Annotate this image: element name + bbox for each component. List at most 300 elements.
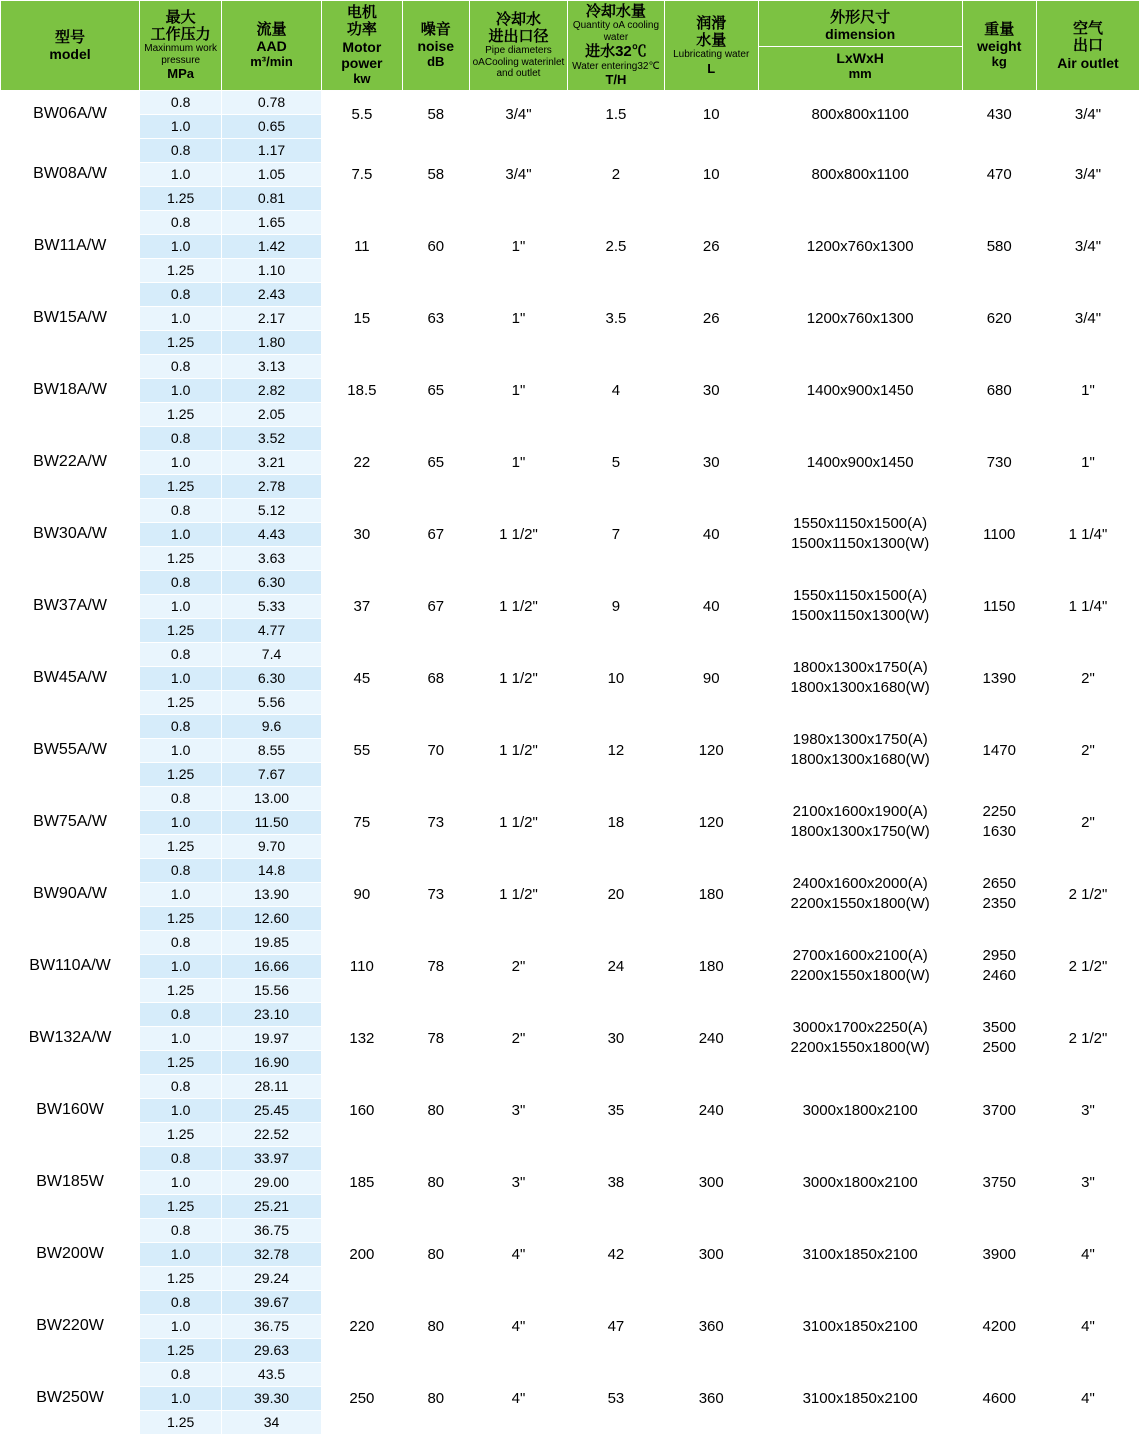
header-weight <box>962 1 1036 91</box>
table-row <box>1 210 1140 234</box>
cell-pressure: 1.0 <box>140 1170 222 1194</box>
table-row <box>1 138 1140 162</box>
cell-noise: 58 <box>402 138 469 210</box>
cell-pressure: 1.25 <box>140 1050 222 1074</box>
cell-air-outlet: 2" <box>1036 714 1139 786</box>
table-row <box>1 930 1140 954</box>
cell-cooling-water: 5 <box>568 426 664 498</box>
cell-air-outlet: 3/4" <box>1036 138 1139 210</box>
cell-air-outlet: 1 1/4" <box>1036 570 1139 642</box>
header-dimension-en: dimension <box>825 26 896 43</box>
cell-pipe-diameter: 4" <box>469 1362 568 1434</box>
header-pressure <box>140 1 222 91</box>
header-dimension <box>758 1 962 91</box>
cell-pipe-diameter: 3/4" <box>469 138 568 210</box>
cell-pressure: 1.25 <box>140 1194 222 1218</box>
cell-pressure: 1.0 <box>140 378 222 402</box>
cell-lubricating-water: 300 <box>664 1146 758 1218</box>
cell-flow: 3.63 <box>222 546 322 570</box>
cell-weight: 620 <box>962 282 1036 354</box>
cell-pressure: 1.25 <box>140 1122 222 1146</box>
cell-flow: 4.43 <box>222 522 322 546</box>
cell-pipe-diameter: 3/4" <box>469 90 568 138</box>
cell-pressure: 1.25 <box>140 546 222 570</box>
cell-lubricating-water: 40 <box>664 498 758 570</box>
cell-flow: 16.90 <box>222 1050 322 1074</box>
cell-noise: 80 <box>402 1362 469 1434</box>
cell-model: BW220W <box>1 1290 140 1362</box>
cell-air-outlet: 1" <box>1036 426 1139 498</box>
cell-lubricating-water: 30 <box>664 354 758 426</box>
cell-flow: 29.63 <box>222 1338 322 1362</box>
cell-motor-power: 132 <box>321 1002 402 1074</box>
cell-dimension: 800x800x1100 <box>758 90 962 138</box>
cell-flow: 1.10 <box>222 258 322 282</box>
cell-pressure: 1.25 <box>140 1338 222 1362</box>
header-cooling-unit: T/H <box>605 72 627 87</box>
cell-noise: 73 <box>402 786 469 858</box>
cell-motor-power: 55 <box>321 714 402 786</box>
cell-flow: 28.11 <box>222 1074 322 1098</box>
cell-flow: 9.70 <box>222 834 322 858</box>
cell-weight: 2950 2460 <box>962 930 1036 1002</box>
cell-model: BW45A/W <box>1 642 140 714</box>
cell-noise: 78 <box>402 1002 469 1074</box>
cell-pipe-diameter: 1" <box>469 210 568 282</box>
header-dimension-bottom <box>759 47 962 85</box>
cell-cooling-water: 7 <box>568 498 664 570</box>
table-row <box>1 1146 1140 1170</box>
cell-dimension: 1800x1300x1750(A) 1800x1300x1680(W) <box>758 642 962 714</box>
cell-noise: 65 <box>402 354 469 426</box>
cell-weight: 3700 <box>962 1074 1036 1146</box>
cell-pressure: 1.25 <box>140 258 222 282</box>
cell-flow: 4.77 <box>222 618 322 642</box>
cell-lubricating-water: 360 <box>664 1362 758 1434</box>
cell-flow: 29.00 <box>222 1170 322 1194</box>
cell-weight: 2250 1630 <box>962 786 1036 858</box>
cell-noise: 73 <box>402 858 469 930</box>
cell-pressure: 1.25 <box>140 690 222 714</box>
cell-cooling-water: 35 <box>568 1074 664 1146</box>
cell-flow: 2.17 <box>222 306 322 330</box>
cell-cooling-water: 9 <box>568 570 664 642</box>
header-dimension-sub: LxWxH <box>836 50 884 67</box>
cell-dimension: 1200x760x1300 <box>758 282 962 354</box>
cell-pressure: 1.0 <box>140 1314 222 1338</box>
header-flow-en: AAD <box>256 38 287 55</box>
cell-cooling-water: 2 <box>568 138 664 210</box>
cell-pipe-diameter: 4" <box>469 1290 568 1362</box>
cell-weight: 1100 <box>962 498 1036 570</box>
header-noise-unit: dB <box>427 54 445 70</box>
table-row <box>1 1074 1140 1098</box>
cell-flow: 39.30 <box>222 1386 322 1410</box>
cell-noise: 58 <box>402 90 469 138</box>
cell-noise: 78 <box>402 930 469 1002</box>
cell-air-outlet: 4" <box>1036 1290 1139 1362</box>
cell-pipe-diameter: 3" <box>469 1146 568 1218</box>
cell-pipe-diameter: 1" <box>469 426 568 498</box>
cell-flow: 25.45 <box>222 1098 322 1122</box>
cell-cooling-water: 2.5 <box>568 210 664 282</box>
cell-flow: 39.67 <box>222 1290 322 1314</box>
cell-cooling-water: 30 <box>568 1002 664 1074</box>
header-lubricating-unit: L <box>707 60 716 76</box>
cell-pipe-diameter: 1 1/2" <box>469 642 568 714</box>
cell-motor-power: 18.5 <box>321 354 402 426</box>
cell-flow: 13.90 <box>222 882 322 906</box>
cell-flow: 5.56 <box>222 690 322 714</box>
cell-motor-power: 185 <box>321 1146 402 1218</box>
cell-motor-power: 90 <box>321 858 402 930</box>
header-airoutlet-cn1: 空气 <box>1072 20 1103 38</box>
cell-air-outlet: 4" <box>1036 1362 1139 1434</box>
cell-lubricating-water: 26 <box>664 210 758 282</box>
cell-lubricating-water: 180 <box>664 930 758 1002</box>
cell-pressure: 1.25 <box>140 978 222 1002</box>
cell-model: BW22A/W <box>1 426 140 498</box>
cell-lubricating-water: 26 <box>664 282 758 354</box>
table-row <box>1 498 1140 522</box>
cell-pressure: 0.8 <box>140 714 222 738</box>
cell-weight: 4600 <box>962 1362 1036 1434</box>
cell-weight: 3500 2500 <box>962 1002 1036 1074</box>
cell-lubricating-water: 90 <box>664 642 758 714</box>
header-noise-cn: 噪音 <box>420 20 451 38</box>
cell-model: BW55A/W <box>1 714 140 786</box>
cell-motor-power: 30 <box>321 498 402 570</box>
cell-weight: 1150 <box>962 570 1036 642</box>
cell-pressure: 0.8 <box>140 90 222 114</box>
header-cooling-cn: 冷却水量 <box>585 3 646 20</box>
cell-pressure: 1.0 <box>140 306 222 330</box>
cell-motor-power: 250 <box>321 1362 402 1434</box>
cell-pressure: 1.25 <box>140 834 222 858</box>
cell-pressure: 0.8 <box>140 426 222 450</box>
cell-dimension: 1400x900x1450 <box>758 426 962 498</box>
table-row <box>1 426 1140 450</box>
cell-pipe-diameter: 4" <box>469 1218 568 1290</box>
cell-pressure: 0.8 <box>140 1002 222 1026</box>
cell-pressure: 0.8 <box>140 282 222 306</box>
cell-pipe-diameter: 1 1/2" <box>469 570 568 642</box>
cell-motor-power: 220 <box>321 1290 402 1362</box>
cell-model: BW90A/W <box>1 858 140 930</box>
cell-pipe-diameter: 1 1/2" <box>469 786 568 858</box>
cell-pressure: 1.25 <box>140 618 222 642</box>
cell-pressure: 0.8 <box>140 1074 222 1098</box>
header-cooling-en: Quantity oA cooling water <box>572 20 660 43</box>
cell-flow: 2.78 <box>222 474 322 498</box>
cell-cooling-water: 3.5 <box>568 282 664 354</box>
cell-flow: 5.12 <box>222 498 322 522</box>
cell-pressure: 1.25 <box>140 330 222 354</box>
cell-flow: 29.24 <box>222 1266 322 1290</box>
cell-weight: 680 <box>962 354 1036 426</box>
cell-motor-power: 75 <box>321 786 402 858</box>
cell-flow: 7.4 <box>222 642 322 666</box>
header-model <box>1 1 140 91</box>
table-row <box>1 1002 1140 1026</box>
cell-noise: 67 <box>402 498 469 570</box>
cell-dimension: 3100x1850x2100 <box>758 1218 962 1290</box>
cell-flow: 11.50 <box>222 810 322 834</box>
header-lubricating-cn1: 润滑 <box>696 14 727 32</box>
cell-air-outlet: 2 1/2" <box>1036 930 1139 1002</box>
cell-air-outlet: 1 1/4" <box>1036 498 1139 570</box>
cell-flow: 19.85 <box>222 930 322 954</box>
table-row <box>1 1218 1140 1242</box>
cell-cooling-water: 4 <box>568 354 664 426</box>
cell-noise: 63 <box>402 282 469 354</box>
cell-flow: 1.65 <box>222 210 322 234</box>
cell-noise: 65 <box>402 426 469 498</box>
table-body <box>1 90 1140 1434</box>
cell-pressure: 0.8 <box>140 210 222 234</box>
cell-weight: 3900 <box>962 1218 1036 1290</box>
header-cooling-cn2: 进水32℃ <box>585 43 647 61</box>
cell-dimension: 3100x1850x2100 <box>758 1290 962 1362</box>
cell-model: BW06A/W <box>1 90 140 138</box>
header-noise <box>402 1 469 91</box>
cell-cooling-water: 18 <box>568 786 664 858</box>
cell-flow: 1.80 <box>222 330 322 354</box>
cell-model: BW250W <box>1 1362 140 1434</box>
cell-motor-power: 22 <box>321 426 402 498</box>
cell-dimension: 1200x760x1300 <box>758 210 962 282</box>
cell-dimension: 1550x1150x1500(A) 1500x1150x1300(W) <box>758 570 962 642</box>
cell-flow: 33.97 <box>222 1146 322 1170</box>
cell-air-outlet: 3/4" <box>1036 282 1139 354</box>
cell-flow: 14.8 <box>222 858 322 882</box>
table-row <box>1 642 1140 666</box>
header-lubricating-en: Lubricating water <box>673 49 750 60</box>
cell-model: BW11A/W <box>1 210 140 282</box>
header-motor-cn1: 电机 <box>346 4 377 22</box>
cell-motor-power: 45 <box>321 642 402 714</box>
cell-flow: 5.33 <box>222 594 322 618</box>
cell-flow: 36.75 <box>222 1314 322 1338</box>
cell-flow: 1.42 <box>222 234 322 258</box>
cell-pressure: 0.8 <box>140 930 222 954</box>
cell-pressure: 0.8 <box>140 570 222 594</box>
cell-pressure: 0.8 <box>140 1146 222 1170</box>
cell-dimension: 3000x1700x2250(A) 2200x1550x1800(W) <box>758 1002 962 1074</box>
cell-pipe-diameter: 1 1/2" <box>469 858 568 930</box>
cell-flow: 19.97 <box>222 1026 322 1050</box>
cell-pressure: 1.0 <box>140 738 222 762</box>
header-lubricating-water <box>664 1 758 91</box>
cell-air-outlet: 2 1/2" <box>1036 1002 1139 1074</box>
cell-lubricating-water: 120 <box>664 786 758 858</box>
header-cooling-water <box>568 1 664 91</box>
cell-pipe-diameter: 1" <box>469 354 568 426</box>
cell-weight: 2650 2350 <box>962 858 1036 930</box>
cell-lubricating-water: 180 <box>664 858 758 930</box>
cell-air-outlet: 3" <box>1036 1146 1139 1218</box>
cell-lubricating-water: 360 <box>664 1290 758 1362</box>
header-flow-unit: m³/min <box>250 54 293 70</box>
header-pipe-en: Pipe diameters oACooling waterinlet and outlet <box>472 45 565 80</box>
table-row <box>1 858 1140 882</box>
cell-pressure: 1.0 <box>140 450 222 474</box>
cell-flow: 8.55 <box>222 738 322 762</box>
header-flow <box>222 1 322 91</box>
cell-noise: 67 <box>402 570 469 642</box>
cell-pressure: 0.8 <box>140 354 222 378</box>
header-cooling-en2: Water entering32℃ <box>572 60 660 72</box>
table-row <box>1 1290 1140 1314</box>
cell-air-outlet: 4" <box>1036 1218 1139 1290</box>
cell-flow: 25.21 <box>222 1194 322 1218</box>
cell-motor-power: 15 <box>321 282 402 354</box>
header-weight-unit: kg <box>991 54 1007 70</box>
cell-pipe-diameter: 2" <box>469 1002 568 1074</box>
header-dimension-unit: mm <box>848 66 872 82</box>
cell-flow: 32.78 <box>222 1242 322 1266</box>
cell-dimension: 1980x1300x1750(A) 1800x1300x1680(W) <box>758 714 962 786</box>
cell-noise: 80 <box>402 1074 469 1146</box>
cell-pressure: 1.25 <box>140 1410 222 1434</box>
header-dimension-top <box>759 6 962 47</box>
cell-lubricating-water: 30 <box>664 426 758 498</box>
cell-model: BW18A/W <box>1 354 140 426</box>
cell-flow: 36.75 <box>222 1218 322 1242</box>
cell-pipe-diameter: 1 1/2" <box>469 714 568 786</box>
cell-pipe-diameter: 1 1/2" <box>469 498 568 570</box>
table-row <box>1 282 1140 306</box>
header-motor <box>321 1 402 91</box>
cell-flow: 9.6 <box>222 714 322 738</box>
cell-pressure: 1.25 <box>140 762 222 786</box>
cell-pressure: 1.0 <box>140 954 222 978</box>
table-header <box>1 1 1140 91</box>
header-pressure-unit: MPa <box>167 66 194 82</box>
cell-motor-power: 37 <box>321 570 402 642</box>
cell-pressure: 1.0 <box>140 522 222 546</box>
cell-motor-power: 11 <box>321 210 402 282</box>
cell-flow: 15.56 <box>222 978 322 1002</box>
cell-pressure: 1.25 <box>140 906 222 930</box>
header-airoutlet-cn2: 出口 <box>1072 37 1103 55</box>
cell-dimension: 800x800x1100 <box>758 138 962 210</box>
cell-pressure: 0.8 <box>140 642 222 666</box>
cell-flow: 3.13 <box>222 354 322 378</box>
header-noise-en: noise <box>417 38 455 55</box>
cell-dimension: 2700x1600x2100(A) 2200x1550x1800(W) <box>758 930 962 1002</box>
cell-model: BW160W <box>1 1074 140 1146</box>
cell-pressure: 0.8 <box>140 1218 222 1242</box>
cell-flow: 34 <box>222 1410 322 1434</box>
cell-dimension: 1400x900x1450 <box>758 354 962 426</box>
cell-pressure: 1.0 <box>140 594 222 618</box>
cell-motor-power: 160 <box>321 1074 402 1146</box>
cell-noise: 80 <box>402 1218 469 1290</box>
cell-flow: 3.21 <box>222 450 322 474</box>
cell-pressure: 0.8 <box>140 498 222 522</box>
cell-cooling-water: 42 <box>568 1218 664 1290</box>
cell-weight: 4200 <box>962 1290 1036 1362</box>
cell-pressure: 1.0 <box>140 1386 222 1410</box>
cell-dimension: 3100x1850x2100 <box>758 1362 962 1434</box>
cell-noise: 70 <box>402 714 469 786</box>
cell-flow: 0.78 <box>222 90 322 114</box>
table-row <box>1 570 1140 594</box>
header-flow-cn: 流量 <box>256 20 287 38</box>
cell-flow: 12.60 <box>222 906 322 930</box>
cell-flow: 13.00 <box>222 786 322 810</box>
cell-flow: 1.17 <box>222 138 322 162</box>
cell-cooling-water: 24 <box>568 930 664 1002</box>
cell-air-outlet: 1" <box>1036 354 1139 426</box>
cell-pressure: 0.8 <box>140 858 222 882</box>
header-motor-unit: kw <box>353 70 371 86</box>
cell-pressure: 1.0 <box>140 1098 222 1122</box>
cell-pressure: 1.25 <box>140 186 222 210</box>
cell-weight: 580 <box>962 210 1036 282</box>
cell-weight: 1470 <box>962 714 1036 786</box>
cell-cooling-water: 53 <box>568 1362 664 1434</box>
cell-lubricating-water: 240 <box>664 1002 758 1074</box>
header-air-outlet <box>1036 1 1139 91</box>
cell-cooling-water: 10 <box>568 642 664 714</box>
header-pressure-en: Maxinmum work pressure <box>144 43 218 66</box>
cell-motor-power: 200 <box>321 1218 402 1290</box>
cell-pressure: 1.25 <box>140 1266 222 1290</box>
cell-pressure: 0.8 <box>140 1362 222 1386</box>
cell-model: BW185W <box>1 1146 140 1218</box>
header-dimension-cn: 外形尺寸 <box>830 8 891 26</box>
cell-weight: 430 <box>962 90 1036 138</box>
cell-dimension: 2400x1600x2000(A) 2200x1550x1800(W) <box>758 858 962 930</box>
cell-air-outlet: 2" <box>1036 642 1139 714</box>
cell-pressure: 1.0 <box>140 666 222 690</box>
cell-weight: 730 <box>962 426 1036 498</box>
cell-flow: 2.05 <box>222 402 322 426</box>
cell-pressure: 1.0 <box>140 1026 222 1050</box>
cell-model: BW132A/W <box>1 1002 140 1074</box>
cell-cooling-water: 38 <box>568 1146 664 1218</box>
cell-flow: 0.81 <box>222 186 322 210</box>
cell-pressure: 1.0 <box>140 882 222 906</box>
cell-air-outlet: 2" <box>1036 786 1139 858</box>
cell-dimension: 1550x1150x1500(A) 1500x1150x1300(W) <box>758 498 962 570</box>
cell-pressure: 1.0 <box>140 810 222 834</box>
header-model-en: model <box>49 46 91 63</box>
header-weight-en: weight <box>977 38 1022 55</box>
cell-pressure: 0.8 <box>140 1290 222 1314</box>
cell-motor-power: 5.5 <box>321 90 402 138</box>
cell-noise: 80 <box>402 1290 469 1362</box>
cell-pressure: 1.0 <box>140 162 222 186</box>
cell-flow: 16.66 <box>222 954 322 978</box>
cell-flow: 0.65 <box>222 114 322 138</box>
cell-model: BW15A/W <box>1 282 140 354</box>
cell-flow: 3.52 <box>222 426 322 450</box>
header-airoutlet-en: Air outlet <box>1057 54 1119 71</box>
cell-pipe-diameter: 3" <box>469 1074 568 1146</box>
cell-pressure: 0.8 <box>140 138 222 162</box>
cell-flow: 43.5 <box>222 1362 322 1386</box>
cell-pressure: 1.0 <box>140 1242 222 1266</box>
cell-pipe-diameter: 1" <box>469 282 568 354</box>
cell-pressure: 1.25 <box>140 474 222 498</box>
header-weight-cn: 重量 <box>984 20 1015 38</box>
cell-lubricating-water: 300 <box>664 1218 758 1290</box>
cell-weight: 3750 <box>962 1146 1036 1218</box>
cell-model: BW08A/W <box>1 138 140 210</box>
